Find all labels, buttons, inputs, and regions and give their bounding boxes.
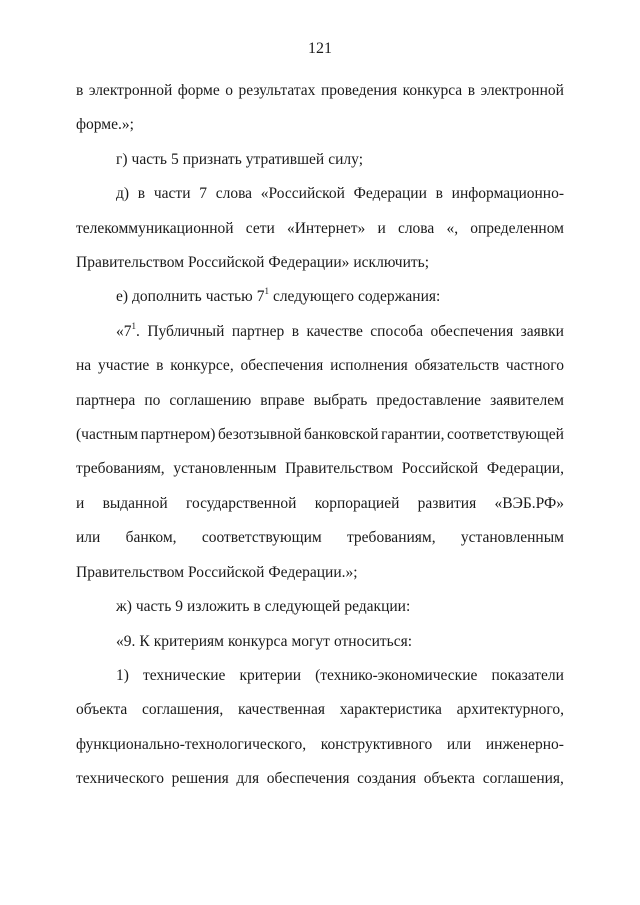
word: утратившей — [245, 150, 325, 168]
word: выбрать — [313, 391, 368, 409]
word: часть — [131, 150, 167, 168]
word: (частным — [76, 426, 139, 444]
word: конструктивного — [320, 735, 433, 753]
word: развития — [417, 494, 477, 512]
word: слова — [215, 185, 253, 203]
word: о — [225, 82, 233, 99]
text-line — [76, 728, 564, 762]
text-line — [76, 384, 564, 418]
word: электронной — [88, 82, 173, 99]
word: «Интернет» — [286, 219, 366, 237]
word: телекоммуникационной — [76, 219, 234, 237]
word: создания — [357, 770, 417, 788]
word: Российской — [188, 563, 265, 581]
word: банковской — [304, 426, 379, 444]
word: исключить; — [353, 254, 430, 272]
text-line — [76, 521, 564, 555]
text-line — [76, 590, 564, 624]
word: «, — [446, 219, 459, 237]
text-line — [76, 762, 564, 796]
word: дополнить — [132, 288, 202, 306]
word: конкурса — [402, 82, 463, 99]
word: и — [377, 219, 386, 237]
word: заявки — [520, 322, 564, 340]
text-line — [76, 315, 564, 349]
word: силу; — [328, 150, 363, 168]
text-line — [76, 349, 564, 383]
word: Правительством — [76, 254, 185, 272]
text-line — [76, 659, 564, 693]
word: «Российской — [260, 185, 345, 203]
word: (технико-экономические — [315, 666, 478, 684]
word: следующей — [264, 598, 341, 616]
word: выданной — [102, 494, 168, 512]
word: вправе — [260, 391, 305, 409]
word: функционально-технологического, — [76, 735, 307, 753]
word: часть — [135, 598, 172, 616]
word: партнера — [76, 391, 136, 409]
word: редакции: — [344, 598, 411, 616]
text-line — [76, 556, 564, 590]
word: заявителем — [490, 391, 564, 409]
word: форме — [177, 82, 220, 99]
word: на — [76, 357, 92, 375]
word: «ВЭБ.РФ» — [494, 494, 564, 512]
word: критериям — [153, 632, 224, 650]
word: соглашению — [169, 391, 252, 409]
word: или — [76, 529, 101, 547]
word: 1) — [116, 666, 129, 684]
word: д) — [116, 185, 130, 203]
word: технического — [76, 770, 164, 788]
word: соглашения, — [142, 701, 224, 719]
word: 5 — [170, 150, 179, 168]
word: установленным — [173, 460, 277, 478]
text-line — [76, 177, 564, 211]
word: решения — [171, 770, 229, 788]
word: содержания: — [357, 288, 441, 306]
text-line — [76, 246, 564, 280]
document-body — [76, 74, 564, 797]
word: или — [446, 735, 472, 753]
word: соответствующей — [447, 426, 564, 444]
word: в — [291, 322, 300, 340]
text-line — [76, 452, 564, 486]
word: электронной — [480, 82, 564, 99]
word: признать — [182, 150, 242, 168]
word: качестве — [306, 322, 363, 340]
word: 7 — [199, 185, 207, 203]
word: для — [236, 770, 260, 788]
word: партнер — [231, 322, 285, 340]
word: требованиям, — [76, 460, 165, 478]
word: $7^1$ — [256, 286, 269, 306]
word: Правительством — [285, 460, 394, 478]
word: установленным — [460, 529, 564, 547]
text-line — [76, 280, 564, 314]
word: следующего — [272, 288, 354, 306]
word: исполнения — [330, 357, 408, 375]
word: в — [156, 357, 164, 375]
word: результатах — [238, 82, 316, 99]
word: обеспечения — [266, 770, 350, 788]
word: частью — [205, 288, 253, 306]
word: могут — [291, 632, 330, 650]
word: определенном — [470, 219, 564, 237]
word: 9 — [175, 598, 184, 616]
word: объекта — [76, 701, 128, 719]
word: «$7^1$. — [116, 320, 140, 340]
word: «9. — [116, 632, 136, 650]
text-line — [76, 74, 564, 108]
text-line — [76, 625, 564, 659]
word: архитектурного, — [456, 701, 564, 719]
word: К — [139, 632, 150, 650]
word: партнером) — [140, 426, 216, 444]
page-number: 121 — [308, 40, 332, 57]
word: конкурса — [227, 632, 288, 650]
word: Федерации.»; — [268, 563, 358, 581]
word: Федерации — [353, 185, 427, 203]
word: слова — [397, 219, 435, 237]
word: Российской — [188, 254, 265, 272]
word: и — [76, 494, 85, 512]
word: гарантии, — [381, 426, 445, 444]
word: соответствующим — [201, 529, 322, 547]
text-line — [76, 143, 564, 177]
word: Российской — [401, 460, 479, 478]
word: ж) — [116, 598, 132, 616]
word: участие — [98, 357, 150, 375]
word: конкурсе, — [170, 357, 234, 375]
text-line — [76, 212, 564, 246]
word: Правительством — [76, 563, 185, 581]
text-line — [76, 693, 564, 727]
word: обязательств — [414, 357, 500, 375]
word: объекта — [423, 770, 476, 788]
word: инженерно- — [485, 735, 564, 753]
word: частного — [505, 357, 564, 375]
word: банком, — [125, 529, 177, 547]
word: обеспечения — [240, 357, 324, 375]
word: информационно- — [451, 185, 564, 203]
word: по — [144, 391, 161, 409]
word: в — [76, 82, 84, 99]
word: соглашения, — [482, 770, 564, 788]
word: характеристика — [339, 701, 442, 719]
text-line — [76, 418, 564, 452]
word: технические — [142, 666, 226, 684]
word: обеспечения — [430, 322, 514, 340]
word: безотзывной — [217, 426, 302, 444]
word: части — [153, 185, 191, 203]
word: показатели — [491, 666, 564, 684]
word: предоставление — [376, 391, 482, 409]
word: сети — [245, 219, 275, 237]
word: в — [137, 185, 146, 203]
text-line — [76, 108, 564, 142]
word: корпорацией — [314, 494, 400, 512]
word: в — [435, 185, 443, 203]
text-line — [76, 487, 564, 521]
word: способа — [370, 322, 423, 340]
word: в — [253, 598, 261, 616]
word: в — [467, 82, 476, 99]
word: требованиям, — [346, 529, 436, 547]
word: г) — [116, 150, 128, 168]
word: критерии — [239, 666, 302, 684]
word: форме.»; — [76, 116, 134, 134]
word: Федерации» — [268, 254, 350, 272]
word: е) — [116, 288, 129, 306]
word: государственной — [185, 494, 297, 512]
word: изложить — [187, 598, 250, 616]
word: проведения — [320, 82, 398, 99]
word: относиться: — [333, 632, 413, 650]
word: Федерации, — [486, 460, 564, 478]
word: Публичный — [147, 322, 225, 340]
word: качественная — [238, 701, 325, 719]
